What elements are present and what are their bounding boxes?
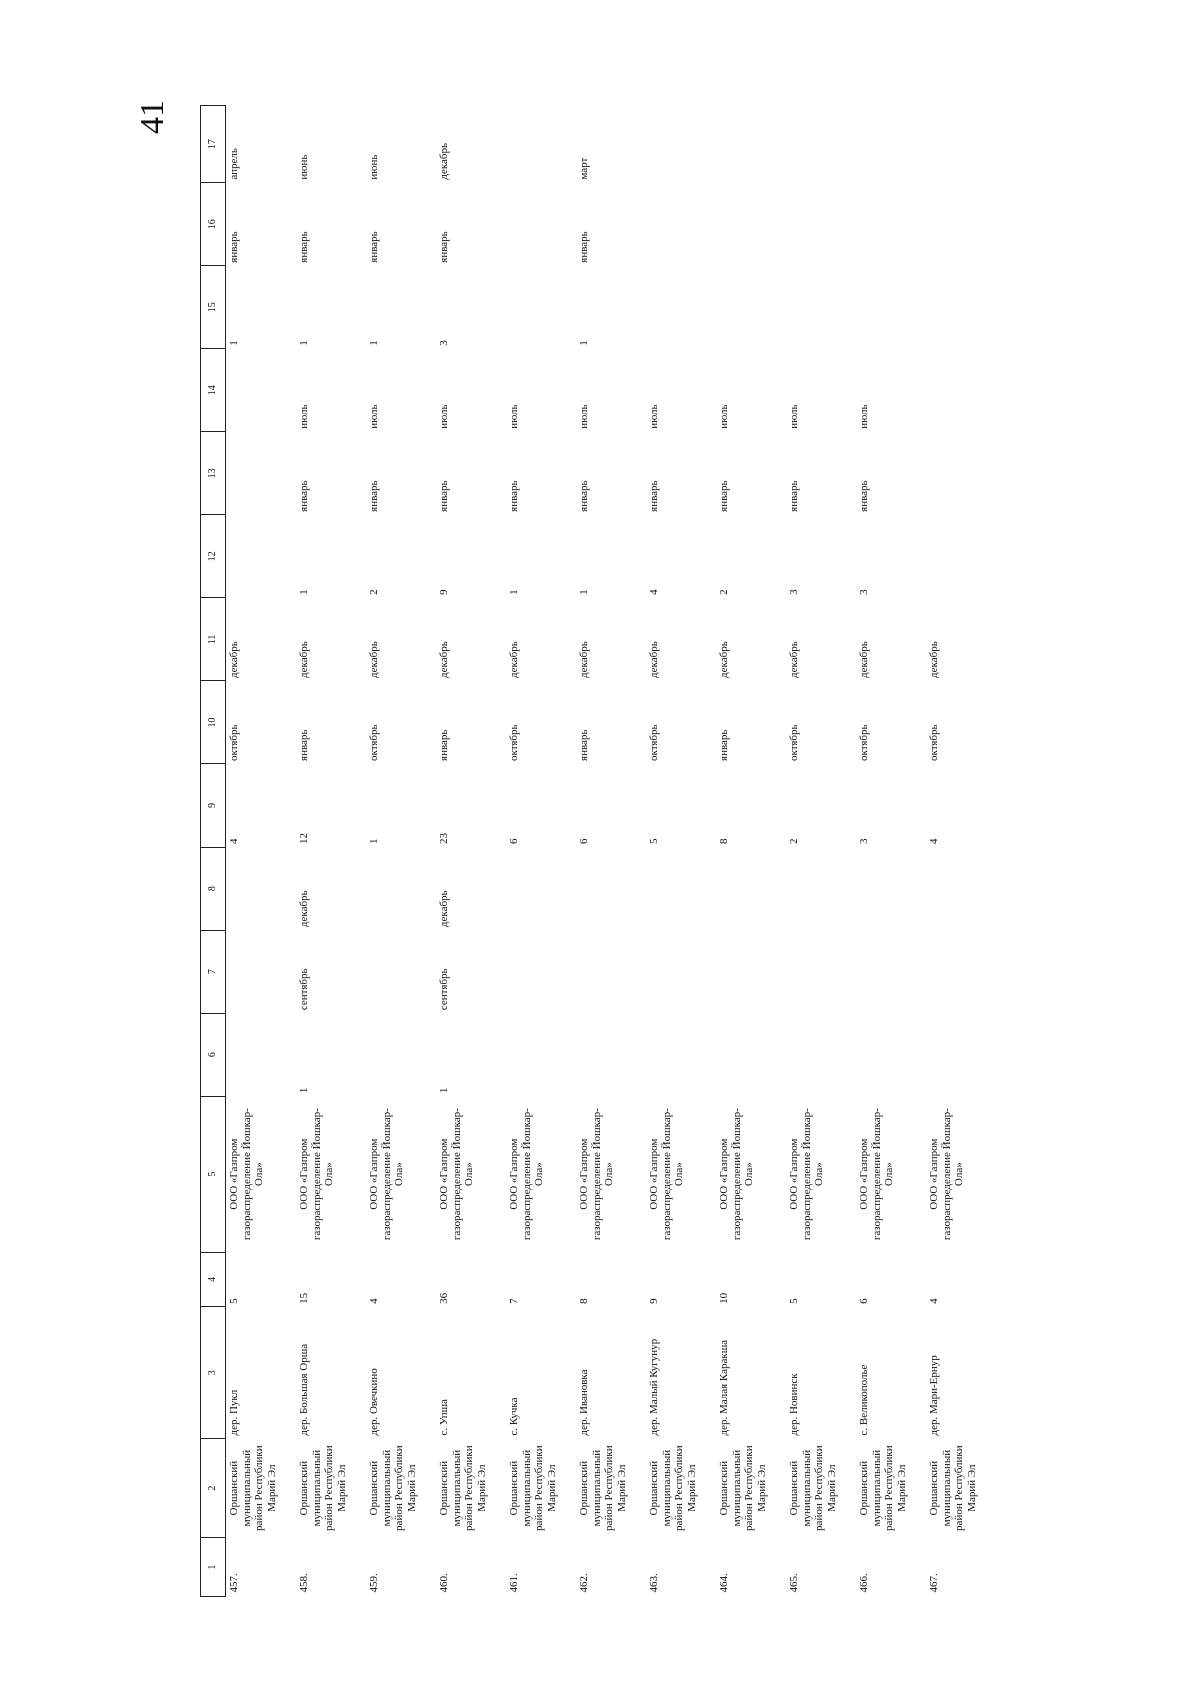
col11-value: декабрь bbox=[788, 641, 800, 678]
col10-value: октябрь bbox=[368, 724, 380, 761]
row-number: 461. bbox=[508, 1573, 520, 1593]
col13-value: январь bbox=[648, 480, 660, 512]
settlement-name: дер. Большая Орша bbox=[298, 1343, 310, 1436]
column-header: 16 bbox=[201, 183, 226, 266]
table-body bbox=[226, 106, 997, 1597]
col7-value bbox=[226, 930, 297, 1013]
district-name: Оршанский муниципальный район Республики Марий Эл bbox=[578, 1445, 628, 1531]
col17-value bbox=[716, 106, 786, 183]
col8-value bbox=[856, 847, 926, 930]
col7-value bbox=[856, 930, 926, 1013]
settlement-name: дер. Новинск bbox=[788, 1373, 800, 1436]
col16-value: январь bbox=[438, 231, 450, 263]
settlement-name: дер. Мари-Ернур bbox=[928, 1355, 940, 1436]
col11-value: декабрь bbox=[718, 641, 730, 678]
table-row bbox=[576, 106, 646, 1597]
col17-value bbox=[786, 106, 856, 183]
col14-value: июль bbox=[578, 404, 590, 429]
col13-value: январь bbox=[788, 480, 800, 512]
col6-value bbox=[226, 1013, 297, 1096]
col9-value: 3 bbox=[858, 838, 870, 845]
col11-value: декабрь bbox=[858, 641, 870, 678]
col16-value: январь bbox=[228, 231, 240, 263]
table-row bbox=[646, 106, 716, 1597]
col11-value: декабрь bbox=[928, 641, 940, 678]
district-name: Оршанский муниципальный район Республики Марий Эл bbox=[508, 1445, 558, 1531]
col7-value bbox=[576, 930, 646, 1013]
organization-name: ООО «Газпром газораспределение Йошкар-Ола» bbox=[648, 1108, 686, 1241]
col10-value: январь bbox=[438, 729, 450, 761]
col14-value: июль bbox=[858, 404, 870, 429]
col12-value bbox=[926, 515, 996, 598]
gasification-schedule-table bbox=[200, 105, 996, 1597]
col12-value: 3 bbox=[788, 589, 800, 595]
col9-value: 1 bbox=[368, 838, 380, 845]
col7-value: сентябрь bbox=[438, 968, 450, 1011]
col13-value: январь bbox=[718, 480, 730, 512]
table-row bbox=[226, 106, 297, 1597]
col7-value bbox=[926, 930, 996, 1013]
col17-value: март bbox=[578, 157, 590, 180]
col6-value bbox=[366, 1013, 436, 1096]
col7-value bbox=[646, 930, 716, 1013]
col12-value: 2 bbox=[718, 589, 730, 595]
organization-name: ООО «Газпром газораспределение Йошкар-Ола» bbox=[298, 1108, 336, 1241]
col4-value: 5 bbox=[788, 1298, 800, 1304]
col14-value: июль bbox=[648, 404, 660, 429]
col4-value: 9 bbox=[648, 1298, 660, 1304]
district-name: Оршанский муниципальный район Республики Марий Эл bbox=[788, 1445, 838, 1531]
organization-name: ООО «Газпром газораспределение Йошкар-Ола» bbox=[928, 1108, 966, 1241]
col4-value: 36 bbox=[438, 1292, 450, 1304]
col7-value bbox=[506, 930, 576, 1013]
col14-value bbox=[926, 349, 996, 432]
col14-value: июль bbox=[438, 404, 450, 429]
row-number: 457. bbox=[228, 1573, 240, 1593]
column-header: 4 bbox=[201, 1252, 226, 1307]
col11-value: декабрь bbox=[508, 641, 520, 678]
col13-value: январь bbox=[298, 480, 310, 512]
col10-value: октябрь bbox=[928, 724, 940, 761]
col16-value bbox=[646, 183, 716, 266]
settlement-name: дер. Малый Кугунур bbox=[648, 1338, 660, 1436]
settlement-name: с. Кучка bbox=[508, 1397, 520, 1436]
col14-value bbox=[226, 349, 297, 432]
col10-value: октябрь bbox=[858, 724, 870, 761]
col14-value: июль bbox=[788, 404, 800, 429]
column-header: 10 bbox=[201, 681, 226, 764]
page-number: 41 bbox=[134, 100, 171, 134]
col13-value bbox=[226, 432, 297, 515]
col6-value bbox=[786, 1013, 856, 1096]
district-name: Оршанский муниципальный район Республики Марий Эл bbox=[718, 1445, 768, 1531]
col11-value: декабрь bbox=[578, 641, 590, 678]
col10-value: январь bbox=[718, 729, 730, 761]
col8-value: декабрь bbox=[298, 890, 310, 928]
col8-value: декабрь bbox=[438, 890, 450, 928]
settlement-name: дер. Овечкино bbox=[368, 1368, 380, 1436]
col12-value bbox=[226, 515, 297, 598]
col13-value bbox=[926, 432, 996, 515]
col17-value bbox=[926, 106, 996, 183]
col9-value: 6 bbox=[578, 838, 590, 845]
column-header: 9 bbox=[201, 764, 226, 847]
col6-value bbox=[716, 1013, 786, 1096]
col12-value: 4 bbox=[648, 589, 660, 595]
col10-value: январь bbox=[578, 729, 590, 761]
col6-value bbox=[576, 1013, 646, 1096]
column-header: 5 bbox=[201, 1096, 226, 1252]
col13-value: январь bbox=[438, 480, 450, 512]
col15-value bbox=[716, 266, 786, 349]
col7-value: сентябрь bbox=[298, 968, 310, 1011]
col7-value bbox=[716, 930, 786, 1013]
row-number: 466. bbox=[858, 1573, 870, 1593]
col16-value bbox=[786, 183, 856, 266]
col8-value bbox=[646, 847, 716, 930]
col16-value bbox=[926, 183, 996, 266]
col17-value bbox=[506, 106, 576, 183]
row-number: 464. bbox=[718, 1573, 730, 1593]
col16-value: январь bbox=[368, 231, 380, 263]
col16-value: январь bbox=[298, 231, 310, 263]
settlement-name: дер. Пукл bbox=[228, 1389, 240, 1436]
district-name: Оршанский муниципальный район Республики Марий Эл bbox=[858, 1445, 908, 1531]
row-number: 465. bbox=[788, 1573, 800, 1593]
column-header: 14 bbox=[201, 349, 226, 432]
row-number: 463. bbox=[648, 1573, 660, 1593]
col8-value bbox=[226, 847, 297, 930]
column-header: 13 bbox=[201, 432, 226, 515]
col10-value: октябрь bbox=[788, 724, 800, 761]
col6-value: 1 bbox=[438, 1087, 450, 1094]
table-row bbox=[786, 106, 856, 1597]
col15-value bbox=[786, 266, 856, 349]
col15-value: 1 bbox=[298, 340, 310, 346]
col7-value bbox=[366, 930, 436, 1013]
col9-value: 4 bbox=[928, 838, 940, 845]
col13-value: январь bbox=[578, 480, 590, 512]
col13-value: январь bbox=[508, 480, 520, 512]
col17-value: июнь bbox=[298, 154, 310, 180]
col15-value bbox=[506, 266, 576, 349]
district-name: Оршанский муниципальный район Республики Марий Эл bbox=[438, 1445, 488, 1531]
col4-value: 5 bbox=[228, 1298, 240, 1304]
col17-value: апрель bbox=[228, 148, 240, 180]
col8-value bbox=[926, 847, 996, 930]
row-number: 458. bbox=[298, 1573, 310, 1593]
col11-value: декабрь bbox=[648, 641, 660, 678]
col7-value bbox=[786, 930, 856, 1013]
col16-value bbox=[716, 183, 786, 266]
organization-name: ООО «Газпром газораспределение Йошкар-Ола» bbox=[438, 1108, 476, 1241]
col10-value: октябрь bbox=[228, 724, 240, 761]
col15-value: 1 bbox=[228, 340, 240, 346]
header-row bbox=[201, 106, 226, 1597]
col16-value bbox=[856, 183, 926, 266]
col15-value bbox=[646, 266, 716, 349]
col17-value bbox=[856, 106, 926, 183]
organization-name: ООО «Газпром газораспределение Йошкар-Ола» bbox=[578, 1108, 616, 1241]
row-number: 460. bbox=[438, 1573, 450, 1593]
col8-value bbox=[506, 847, 576, 930]
col9-value: 4 bbox=[228, 838, 240, 845]
col12-value: 1 bbox=[508, 589, 520, 595]
column-header: 12 bbox=[201, 515, 226, 598]
district-name: Оршанский муниципальный район Республики Марий Эл bbox=[298, 1445, 348, 1531]
col12-value: 1 bbox=[298, 589, 310, 595]
col13-value: январь bbox=[858, 480, 870, 512]
col14-value: июль bbox=[718, 404, 730, 429]
row-number: 459. bbox=[368, 1573, 380, 1593]
col17-value bbox=[646, 106, 716, 183]
column-header: 17 bbox=[201, 106, 226, 183]
col14-value: июль bbox=[298, 404, 310, 429]
col4-value: 7 bbox=[508, 1298, 520, 1304]
col17-value: декабрь bbox=[438, 143, 450, 180]
column-header: 8 bbox=[201, 847, 226, 930]
col12-value: 1 bbox=[578, 589, 590, 595]
col11-value: декабрь bbox=[228, 641, 240, 678]
column-header: 2 bbox=[201, 1439, 226, 1538]
table-row bbox=[506, 106, 576, 1597]
district-name: Оршанский муниципальный район Республики Марий Эл bbox=[648, 1445, 698, 1531]
col6-value bbox=[506, 1013, 576, 1096]
organization-name: ООО «Газпром газораспределение Йошкар-Ола» bbox=[718, 1108, 756, 1241]
settlement-name: с. Упша bbox=[438, 1399, 450, 1436]
table-row bbox=[296, 106, 366, 1597]
col4-value: 4 bbox=[928, 1298, 940, 1304]
col12-value: 2 bbox=[368, 589, 380, 595]
organization-name: ООО «Газпром газораспределение Йошкар-Ола» bbox=[858, 1108, 896, 1241]
col4-value: 6 bbox=[858, 1298, 870, 1304]
col8-value bbox=[576, 847, 646, 930]
col15-value: 1 bbox=[578, 340, 590, 346]
settlement-name: дер. Малая Каракша bbox=[718, 1339, 730, 1436]
col11-value: декабрь bbox=[298, 641, 310, 678]
col13-value: январь bbox=[368, 480, 380, 512]
settlement-name: с. Великополье bbox=[858, 1364, 870, 1436]
district-name: Оршанский муниципальный район Республики Марий Эл bbox=[228, 1445, 278, 1531]
col15-value: 3 bbox=[438, 340, 450, 346]
rotated-table-container bbox=[200, 105, 1000, 1597]
col12-value: 3 bbox=[858, 589, 870, 595]
row-number: 462. bbox=[578, 1573, 590, 1593]
col9-value: 12 bbox=[298, 833, 310, 845]
col15-value: 1 bbox=[368, 340, 380, 346]
district-name: Оршанский муниципальный район Республики Марий Эл bbox=[368, 1445, 418, 1531]
col6-value bbox=[856, 1013, 926, 1096]
col9-value: 2 bbox=[788, 838, 800, 845]
table-row bbox=[366, 106, 436, 1597]
col9-value: 5 bbox=[648, 838, 660, 845]
col6-value bbox=[646, 1013, 716, 1096]
col4-value: 4 bbox=[368, 1298, 380, 1304]
organization-name: ООО «Газпром газораспределение Йошкар-Ола» bbox=[788, 1108, 826, 1241]
col10-value: октябрь bbox=[508, 724, 520, 761]
col4-value: 10 bbox=[718, 1292, 730, 1304]
col9-value: 8 bbox=[718, 838, 730, 845]
col6-value: 1 bbox=[298, 1087, 310, 1094]
col9-value: 6 bbox=[508, 838, 520, 845]
col16-value bbox=[506, 183, 576, 266]
col9-value: 23 bbox=[438, 833, 450, 845]
col17-value: июнь bbox=[368, 154, 380, 180]
col10-value: январь bbox=[298, 729, 310, 761]
col15-value bbox=[856, 266, 926, 349]
col11-value: декабрь bbox=[438, 641, 450, 678]
district-name: Оршанский муниципальный район Республики Марий Эл bbox=[928, 1445, 978, 1531]
organization-name: ООО «Газпром газораспределение Йошкар-Ола» bbox=[228, 1108, 266, 1241]
col8-value bbox=[716, 847, 786, 930]
table-row bbox=[856, 106, 926, 1597]
column-header: 15 bbox=[201, 266, 226, 349]
col8-value bbox=[366, 847, 436, 930]
col15-value bbox=[926, 266, 996, 349]
col16-value: январь bbox=[578, 231, 590, 263]
settlement-name: дер. Ивановка bbox=[578, 1369, 590, 1436]
column-header: 7 bbox=[201, 930, 226, 1013]
col4-value: 8 bbox=[578, 1298, 590, 1304]
column-header: 3 bbox=[201, 1307, 226, 1439]
table-row bbox=[926, 106, 996, 1597]
column-header: 11 bbox=[201, 598, 226, 681]
col10-value: октябрь bbox=[648, 724, 660, 761]
col14-value: июль bbox=[368, 404, 380, 429]
col6-value bbox=[926, 1013, 996, 1096]
row-number: 467. bbox=[928, 1573, 940, 1593]
table-row bbox=[716, 106, 786, 1597]
column-header: 1 bbox=[201, 1538, 226, 1597]
col8-value bbox=[786, 847, 856, 930]
organization-name: ООО «Газпром газораспределение Йошкар-Ола» bbox=[368, 1108, 406, 1241]
col14-value: июль bbox=[508, 404, 520, 429]
col12-value: 9 bbox=[438, 589, 450, 595]
col4-value: 15 bbox=[298, 1292, 310, 1304]
col11-value: декабрь bbox=[368, 641, 380, 678]
column-header: 6 bbox=[201, 1013, 226, 1096]
table-row bbox=[436, 106, 506, 1597]
organization-name: ООО «Газпром газораспределение Йошкар-Ола» bbox=[508, 1108, 546, 1241]
